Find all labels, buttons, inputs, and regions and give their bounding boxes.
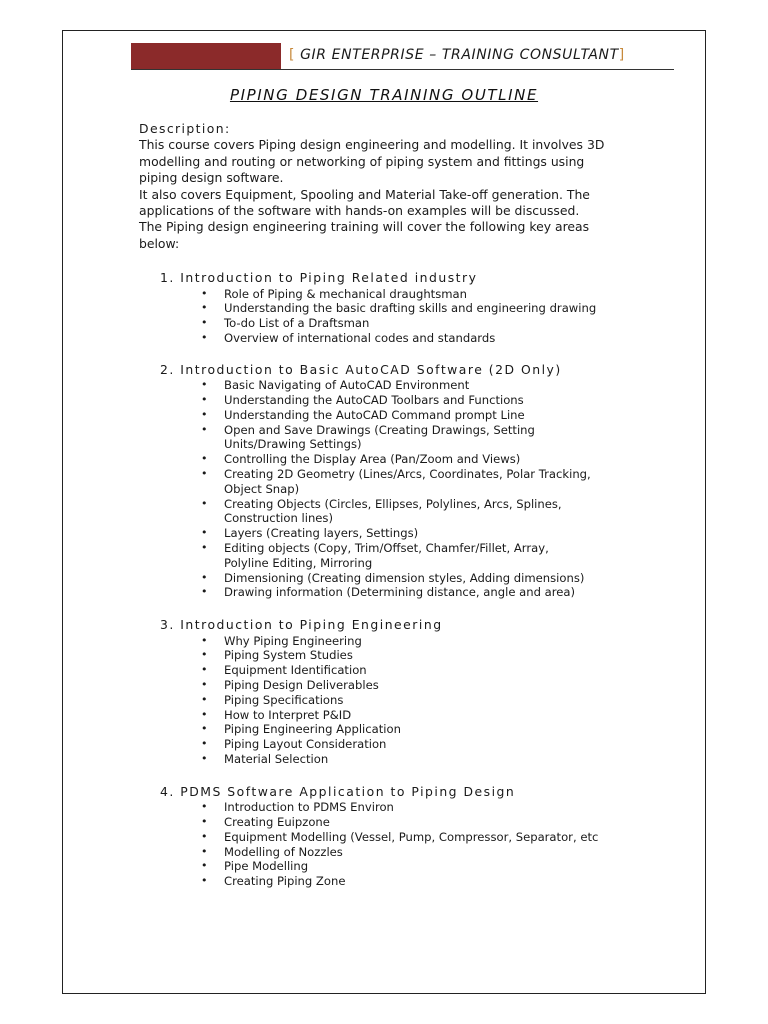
document-title: PIPING DESIGN TRAINING OUTLINE <box>229 86 539 104</box>
list-item: • Piping System Studies <box>201 648 639 663</box>
list-item: • Piping Engineering Application <box>201 722 639 737</box>
header-bracket-close: ] <box>618 47 625 63</box>
list-item: • Creating Objects (Circles, Ellipses, Polylines, Arcs, Splines, Construction lines) <box>201 497 593 527</box>
description-line: applications of the software with hands-on examples will be discussed. <box>139 203 580 219</box>
list-item: • Why Piping Engineering <box>201 634 639 649</box>
section-list <box>139 378 593 600</box>
section-heading: 3. Introduction to Piping Engineering <box>160 617 443 633</box>
list-item: • Material Selection <box>201 752 639 767</box>
section-heading: 2. Introduction to Basic AutoCAD Software (2D Only) <box>160 361 562 377</box>
section-list <box>139 800 639 889</box>
description-line: piping design software. <box>139 170 284 186</box>
section-1 <box>139 270 639 346</box>
list-item: • Piping Layout Consideration <box>201 737 639 752</box>
section-heading: 1. Introduction to Piping Related industry <box>160 270 478 286</box>
section-4 <box>139 784 639 889</box>
list-item: • Drawing information (Determining distance, angle and area) <box>201 585 593 600</box>
header-accent-bar <box>131 43 281 69</box>
section-list <box>139 634 639 767</box>
description-label: Description: <box>139 121 231 136</box>
list-item: • To-do List of a Draftsman <box>201 316 639 331</box>
header-bracket-open: [ <box>289 47 296 63</box>
header-company <box>289 47 625 63</box>
description-line: below: <box>139 235 180 251</box>
list-item: • Introduction to PDMS Environ <box>201 800 639 815</box>
description-line: modelling and routing or networking of piping system and fittings using <box>139 153 585 169</box>
list-item: • Overview of international codes and standards <box>201 331 639 346</box>
section-2 <box>139 362 639 600</box>
list-item: • Role of Piping & mechanical draughtsman <box>201 287 639 302</box>
list-item: • Modelling of Nozzles <box>201 845 639 860</box>
list-item: • Creating 2D Geometry (Lines/Arcs, Coordinates, Polar Tracking, Object Snap) <box>201 467 593 497</box>
header-divider <box>131 69 674 70</box>
section-list <box>139 287 639 346</box>
list-item: • Equipment Modelling (Vessel, Pump, Compressor, Separator, etc <box>201 830 639 845</box>
list-item: • Understanding the AutoCAD Command prompt Line <box>201 408 593 423</box>
list-item: • How to Interpret P&ID <box>201 708 639 723</box>
list-item: • Equipment Identification <box>201 663 639 678</box>
section-3 <box>139 617 639 767</box>
list-item: • Understanding the basic drafting skills and engineering drawing <box>201 301 639 316</box>
list-item: • Layers (Creating layers, Settings) <box>201 526 593 541</box>
list-item: • Piping Specifications <box>201 693 639 708</box>
list-item: • Controlling the Display Area (Pan/Zoom and Views) <box>201 452 593 467</box>
section-heading: 4. PDMS Software Application to Piping Design <box>160 783 516 799</box>
list-item: • Creating Piping Zone <box>201 874 639 889</box>
list-item: • Pipe Modelling <box>201 859 639 874</box>
list-item: • Basic Navigating of AutoCAD Environment <box>201 378 593 393</box>
description-line: It also covers Equipment, Spooling and Material Take-off generation. The <box>139 186 590 202</box>
description-line: This course covers Piping design engineering and modelling. It involves 3D <box>139 137 605 153</box>
list-item: • Piping Design Deliverables <box>201 678 639 693</box>
header-company-name: GIR ENTERPRISE – TRAINING CONSULTANT <box>295 47 619 63</box>
list-item: • Creating Euipzone <box>201 815 639 830</box>
list-item: • Dimensioning (Creating dimension styles, Adding dimensions) <box>201 571 593 586</box>
list-item: • Open and Save Drawings (Creating Drawings, Setting Units/Drawing Settings) <box>201 423 593 453</box>
list-item: • Understanding the AutoCAD Toolbars and Functions <box>201 393 593 408</box>
description-line: The Piping design engineering training will cover the following key areas <box>139 219 590 235</box>
list-item: • Editing objects (Copy, Trim/Offset, Chamfer/Fillet, Array, Polyline Editing, Mirroring <box>201 541 593 571</box>
document-body <box>139 121 639 889</box>
